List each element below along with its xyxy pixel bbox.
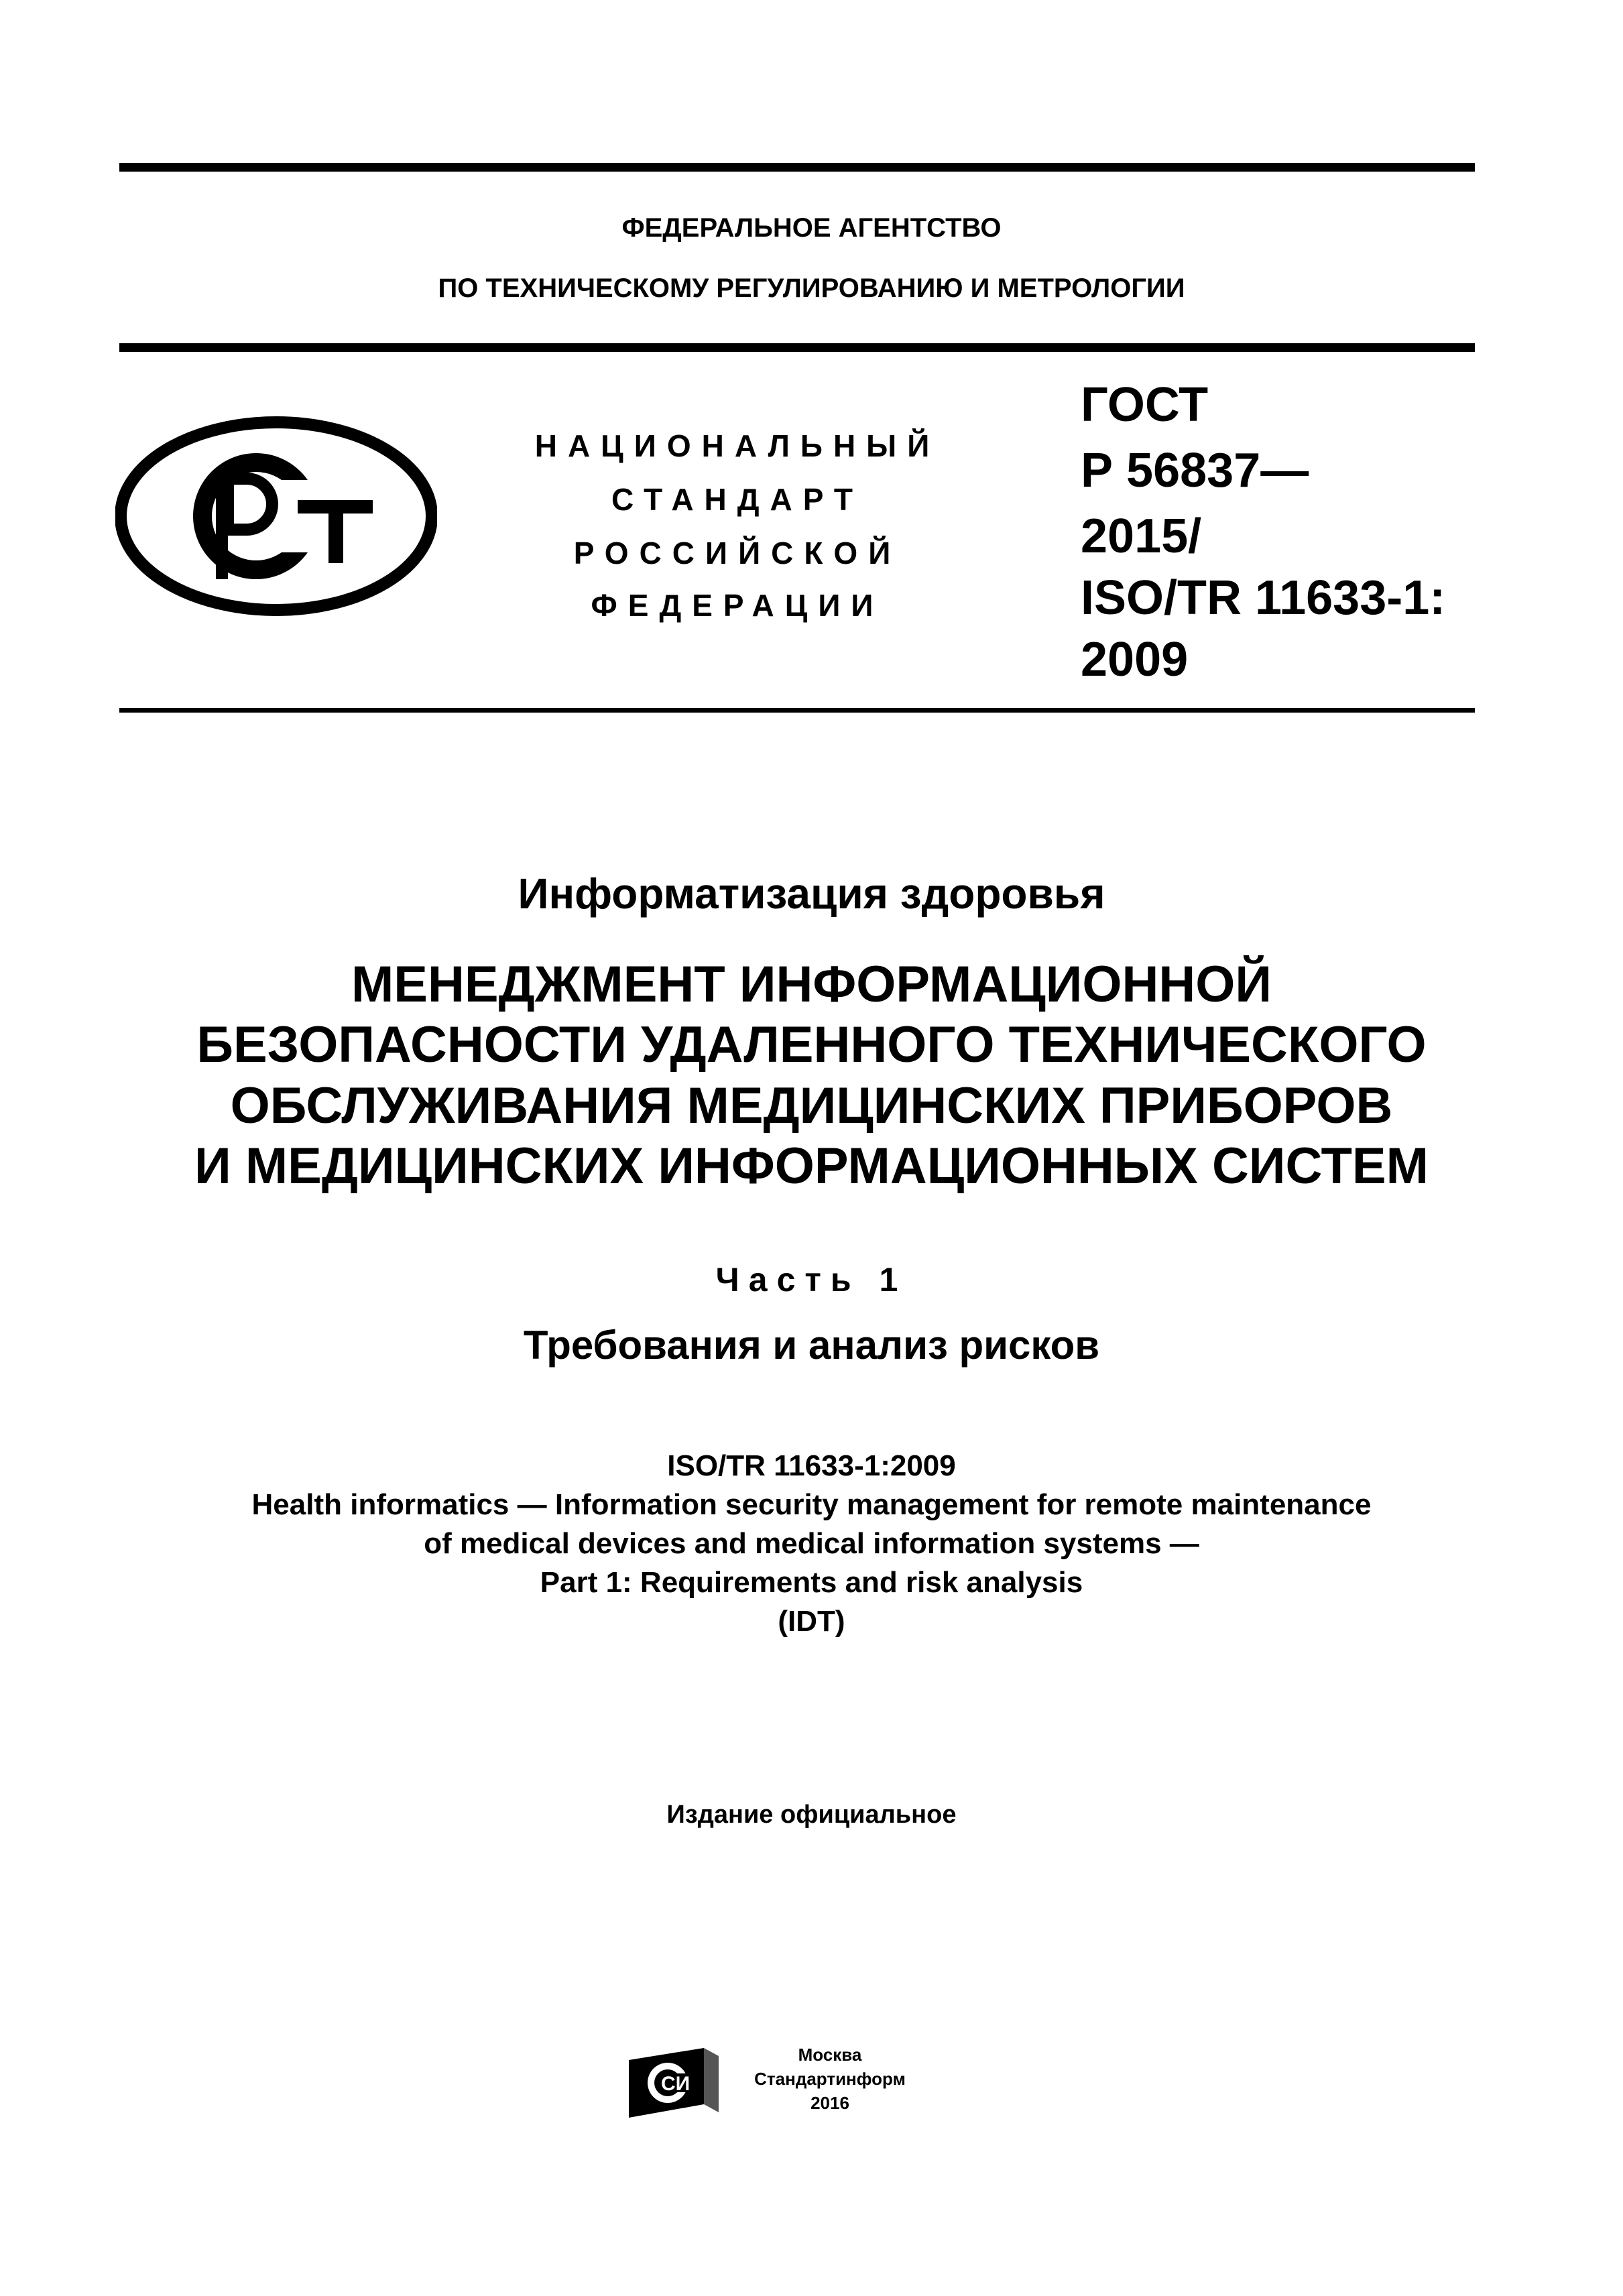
national-standard-line-3: РОССИЙСКОЙ — [573, 536, 902, 570]
iso-reference — [0, 1447, 1623, 1641]
standartinform-logo-icon — [629, 2048, 719, 2118]
iso-line-1: ISO/TR 11633-1:2009 — [667, 1449, 956, 1482]
part-number: Часть 1 — [715, 1261, 908, 1298]
agency-line-1: ФЕДЕРАЛЬНОЕ АГЕНТСТВО — [621, 213, 1002, 243]
designation-year: 2015/ — [1081, 509, 1202, 563]
title-line-3: ОБСЛУЖИВАНИЯ МЕДИЦИНСКИХ ПРИБОРОВ — [230, 1077, 1393, 1134]
national-standard-line-4: ФЕДЕРАЦИИ — [591, 588, 884, 623]
edition-label: Издание официальное — [666, 1801, 957, 1829]
bottom-rule — [119, 708, 1475, 713]
rst-certification-mark-icon — [115, 416, 437, 617]
top-rule — [119, 163, 1475, 172]
iso-line-4: Part 1: Requirements and risk analysis — [540, 1566, 1083, 1599]
publisher-year: 2016 — [810, 2093, 849, 2113]
part-title: Требования и анализ рисков — [523, 1323, 1100, 1368]
agency-line-2: ПО ТЕХНИЧЕСКОМУ РЕГУЛИРОВАНИЮ И МЕТРОЛОГИИ — [438, 274, 1185, 303]
national-standard-line-1: НАЦИОНАЛЬНЫЙ — [534, 428, 941, 463]
iso-line-2: Health informatics — Information security management for remote maintenance — [251, 1488, 1372, 1522]
designation-iso-year: 2009 — [1081, 633, 1189, 686]
designation-iso: ISO/TR 11633-1: — [1081, 571, 1446, 625]
title-line-4: И МЕДИЦИНСКИХ ИНФОРМАЦИОННЫХ СИСТЕМ — [194, 1138, 1429, 1195]
national-standard-line-2: СТАНДАРТ — [611, 482, 863, 517]
publisher-city: Москва — [798, 2045, 862, 2065]
iso-line-3: of medical devices and medical information systems — — [424, 1527, 1199, 1561]
designation-gost: ГОСТ — [1081, 378, 1209, 432]
iso-line-5: (IDT) — [778, 1605, 845, 1638]
header-divider — [119, 343, 1475, 352]
title-line-1: МЕНЕДЖМЕНТ ИНФОРМАЦИОННОЙ — [351, 956, 1272, 1013]
subtitle: Информатизация здоровья — [518, 869, 1105, 918]
designation-number: Р 56837— — [1081, 444, 1309, 497]
title-line-2: БЕЗОПАСНОСТИ УДАЛЕННОГО ТЕХНИЧЕСКОГО — [196, 1016, 1427, 1074]
publisher-logo-letters: СИ — [661, 2073, 690, 2095]
publisher-name: Стандартинформ — [754, 2069, 906, 2089]
main-title — [0, 955, 1623, 1197]
